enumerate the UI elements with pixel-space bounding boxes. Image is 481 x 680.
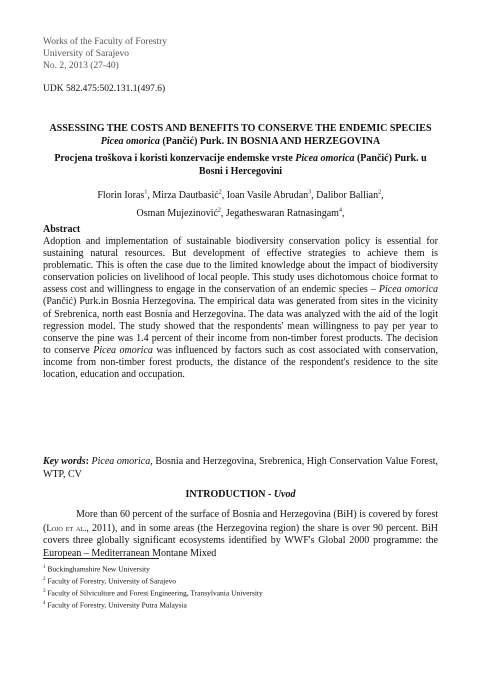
author: Mirza Dautbasić$^2$, [152,190,227,202]
author: Florin Ioras$^1$, [97,190,153,202]
title-en-part1: ASSESSING THE COSTS AND BENEFITS TO CONSERVE THE ENDEMIC SPECIES [49,123,432,134]
journal-name: Works of the Faculty of Forestry [43,37,168,47]
abstract-species: Picea omorica [93,344,153,356]
introduction-body: More than 60 percent of the surface of Bosnia and Herzegovina (BiH) is covered by forest (Lojo et al., 2011), and in some areas (the Herzegovina region) the share is over 90 percent. BiH covers three globally significant ecosystems identified by WWF's Global 2000 programme: the European – Mediterranean Montane Mixed [43,509,438,559]
author-list [43,186,438,221]
issue-info: No. 2, 2013 (27-40) [43,61,119,71]
title-english [43,122,438,148]
footnote: $^3$ Faculty of Silviculture and Forest Engineering, Transylvania University [43,588,263,598]
abstract-species: Picea omorica [378,284,439,296]
introduction-heading: INTRODUCTION - Uvod [185,489,296,500]
footnote-rule [43,558,159,559]
abstract-body: Adoption and implementation of sustainable biodiversity conservation policy is essential for sustaining natural resources. But development of effective strategies to achieve them is problematic. This is often the case due to the limited knowledge about the impact of biodiversity conservation policies on livelihood of local people. This study uses dichotomous choice format to assess cost and willingness to engage in the conservation of an endemic species – Picea omorica (Pančić) Purk.in Bosnia Herzegovina. The empirical data was generated from sites in the vicinity of Srebrenica, north east Bosnia and Herzegovina. The data was analyzed with the aid of the logit regression model. The study showed that the respondents' mean willingness to pay per year to conserve the pine was 1.4 percent of their income from non-timber forest products. The decision to conserve Picea omorica was influenced by factors such as cost associated with conservation, income from non-timber forest products, the distance of the respondent's residence to the site location, education and occupation. [43,236,439,381]
title-en-species: Picea omorica [100,136,160,147]
footnote: $^4$ Faculty of Forestry, University Putra Malaysia [43,600,187,610]
abstract-heading: Abstract [43,224,81,235]
udk-code: UDK 582.475:502.131.1(497.6) [43,84,166,94]
author: Osman Mujezinović$^2$, [136,207,226,219]
title-bs-part2: (Pančić) Purk. u Bosni i Hercegovini [198,153,427,177]
footnote: $^1$ Buckinghamshire New University [43,564,150,574]
keywords-species: Picea omorica [91,456,151,467]
keywords-label: Key words [43,456,86,467]
footnote: $^2$ Faculty of Forestry, University of Sarajevo [43,576,177,586]
university-name: University of Sarajevo [43,49,130,59]
author: Dalibor Ballian$^2$, [316,190,384,202]
journal-header [43,36,167,72]
title-en-part2: (Pančić) Purk. IN BOSNIA AND HERZEGOVINA [159,136,381,147]
title-bs-part1: Procjena troškova i koristi konzervacije endemske vrste [54,153,296,164]
keywords: Key words: Picea omorica, Bosnia and Herzegovina, Srebrenica, High Conservation Value Forest, WTP, CV [43,456,439,480]
citation: Lojo et al. [46,522,87,533]
author: Ioan Vasile Abrudan$^3$, [226,190,317,202]
title-bs-species: Picea omorica [295,153,355,164]
author: Jegatheswaran Ratnasingam$^4$, [225,207,345,219]
title-bosnian [43,152,438,178]
